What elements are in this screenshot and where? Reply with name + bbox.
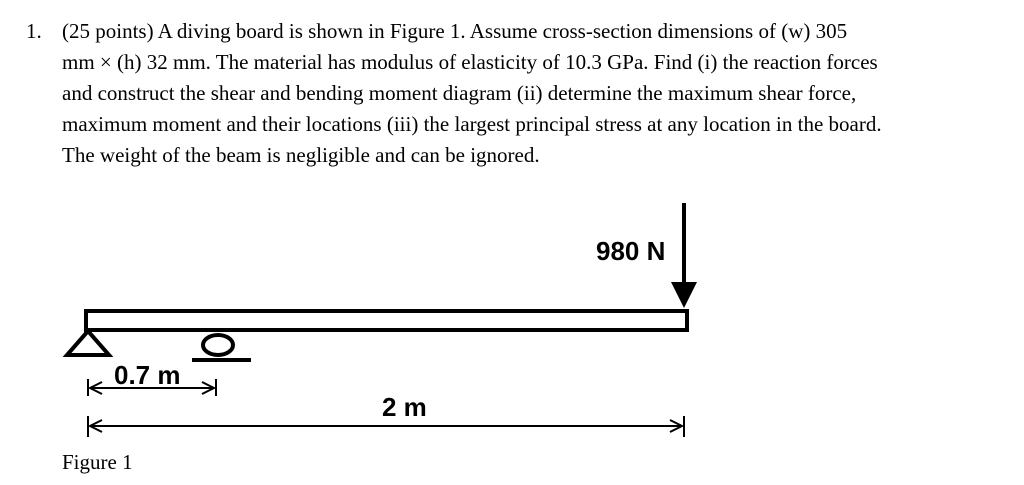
load-label: 980 N	[596, 236, 666, 266]
problem-line-4: maximum moment and their locations (iii) the largest principal stress at any location in the board.	[62, 112, 882, 136]
roller-support	[192, 335, 251, 360]
problem-line-1: (25 points) A diving board is shown in Figure 1. Assume cross-section dimensions of (w) 305	[62, 19, 848, 43]
figure-caption: Figure 1	[62, 450, 133, 474]
problem-number: 1.	[26, 19, 42, 43]
problem-line-3: and construct the shear and bending moment diagram (ii) determine the maximum shear force,	[62, 81, 857, 105]
problem-line-2: mm × (h) 32 mm. The material has modulus of elasticity of 10.3 GPa. Find (i) the reaction forces	[62, 50, 878, 74]
pin-support	[67, 331, 109, 355]
problem-line-5: The weight of the beam is negligible and can be ignored.	[62, 143, 540, 167]
beam-length-label: 2 m	[382, 392, 427, 422]
point-load-arrow	[671, 203, 697, 308]
support-spacing-label: 0.7 m	[114, 360, 181, 390]
beam	[86, 311, 687, 330]
